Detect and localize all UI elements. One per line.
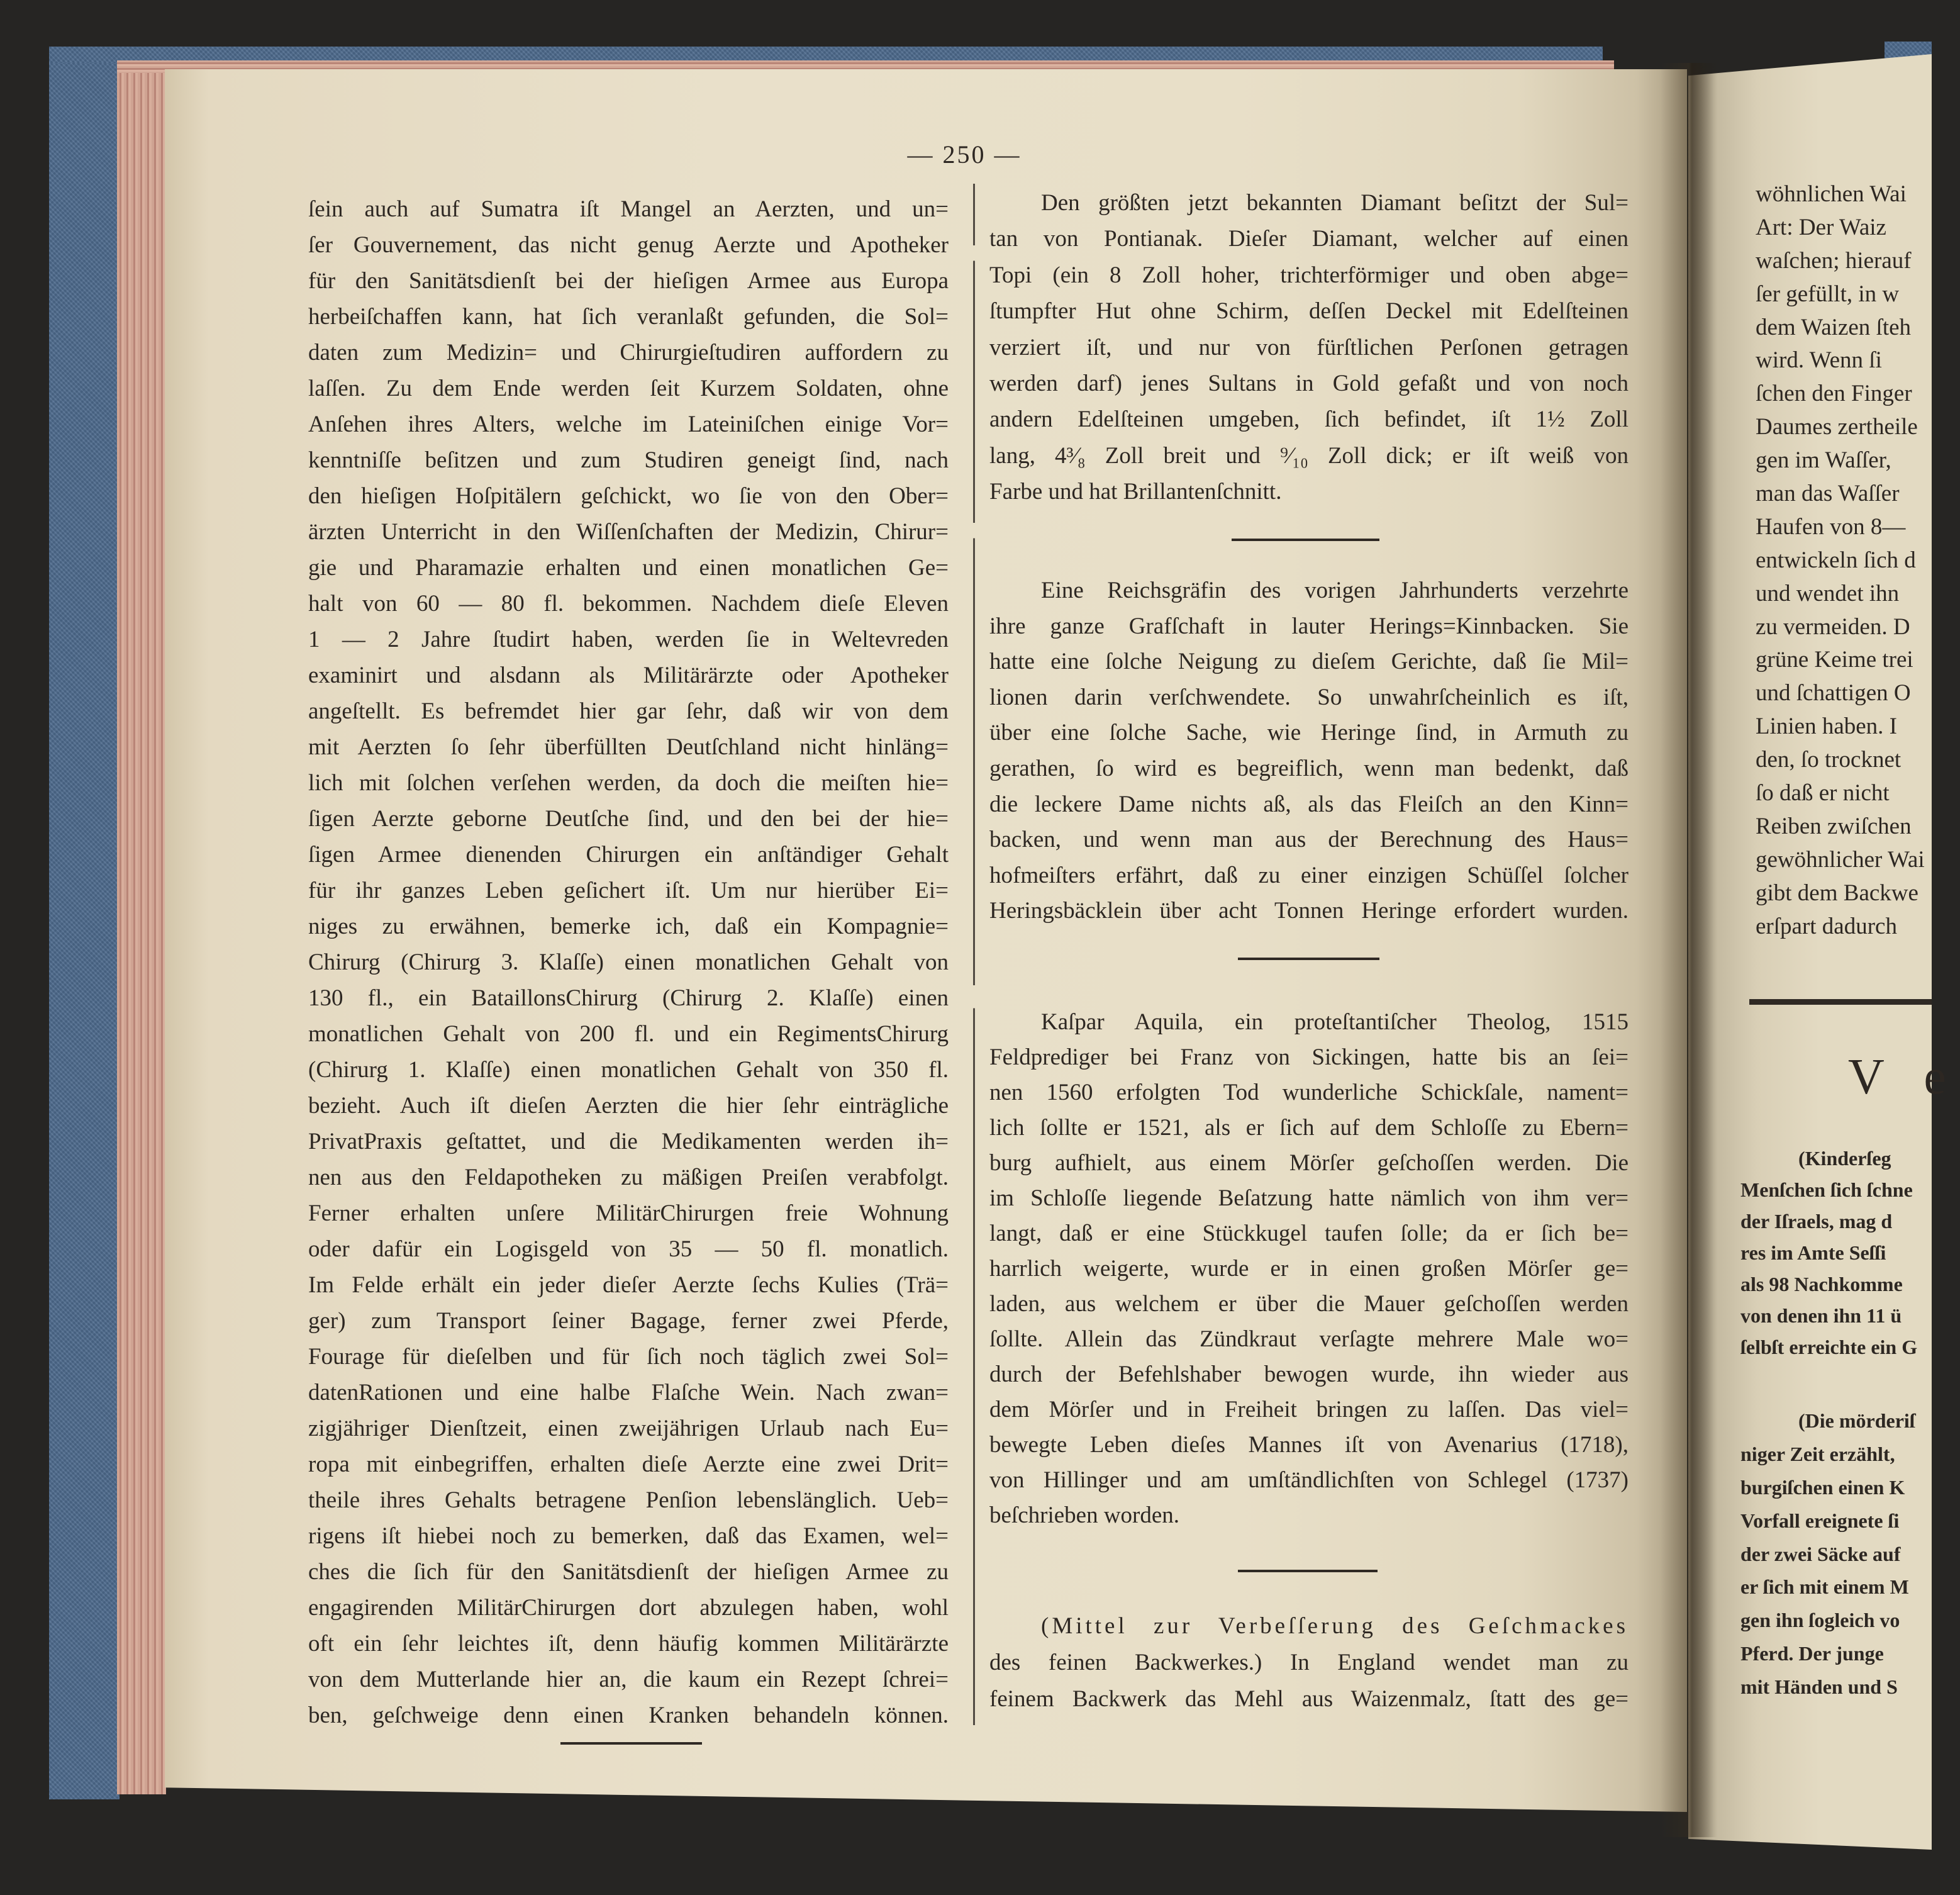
text-line: gen im Waſſer, [1756, 447, 1891, 474]
text-line: langt, daß er eine Stückkugel taufen ſolle; da er ſich be= [989, 1221, 1629, 1246]
text-line: Chirurg (Chirurg 3. Klaſſe) einen monatlichen Gehalt von [308, 949, 949, 975]
text-line: und wendet ihn [1756, 580, 1900, 607]
text-line: niger Zeit erzählt, [1740, 1442, 1895, 1465]
paragraph [989, 1608, 1629, 1717]
page-stack-left [117, 60, 166, 1794]
text-line: wöhnlichen Wai [1756, 181, 1907, 207]
text-line: gibt dem Backwe [1756, 880, 1918, 906]
left-column [308, 191, 949, 1739]
text-line: zu vermeiden. D [1756, 613, 1910, 640]
section-rule-thick [1749, 999, 1932, 1005]
text-line: nen aus den Feldapotheken zu mäßigen Preiſen verabfolgt. [308, 1165, 949, 1190]
column-divider [973, 184, 975, 1725]
text-line: ſer Gouvernement, das nicht genug Aerzte und Apotheker [308, 232, 949, 258]
text-line: theile ihres Gehalts betragene Penſion lebenslänglich. Ueb= [308, 1487, 949, 1513]
text-line: Ferner erhalten unſere MilitärChirurgen freie Wohnung [308, 1200, 949, 1226]
text-line: herbeiſchaffen kann, hat ſich veranlaßt gefunden, die Sol= [308, 304, 949, 330]
text-line: Heringsbäcklein über acht Tonnen Heringe erfordert wurden. [989, 898, 1629, 924]
text-line: ſelbſt erreichte ein G [1740, 1336, 1918, 1358]
text-line: beſchrieben worden. [989, 1502, 1180, 1528]
text-line: und ſchattigen O [1756, 680, 1911, 707]
text-line: PrivatPraxis geſtattet, und die Medikamenten werden ih= [308, 1129, 949, 1154]
section-rule [560, 1742, 702, 1745]
text-line: ſein auch auf Sumatra iſt Mangel an Aerzten, und un= [308, 196, 949, 222]
text-line: Menſchen ſich ſchne [1740, 1178, 1913, 1201]
text-line: ger) zum Transport ſeiner Bagage, ferner zwei Pferde, [308, 1308, 949, 1334]
text-line: gie und Pharamazie erhalten und einen monatlichen Ge= [308, 555, 949, 581]
text-line: ropa mit einbegriffen, erhalten dieſe Aerzte eine zwei Drit= [308, 1451, 949, 1477]
text-line: entwickeln ſich d [1756, 547, 1916, 573]
text-line: erſpart dadurch [1756, 913, 1897, 939]
text-line: gerathen, ſo wird es begreiflich, wenn man bedenkt, daß [989, 755, 1629, 781]
text-line: Daumes zertheile [1756, 414, 1918, 440]
text-line: ihre ganze Grafſchaft in lauter Herings=Kinnbacken. Sie [989, 613, 1629, 639]
text-line: für den Sanitätsdienſt bei der hieſigen Armee aus Europa [308, 268, 949, 294]
text-line: ärzten Unterricht in den Wiſſenſchaften der Medizin, Chirur= [308, 519, 949, 545]
text-line: ſigen Armee dienenden Chirurgen ein anſtändiger Gehalt [308, 842, 949, 868]
text-line: datenRationen und eine halbe Flaſche Wein. Nach zwan= [308, 1380, 949, 1406]
text-line: niges zu erwähnen, bemerke ich, daß ein Kompagnie= [308, 914, 949, 939]
text-line: rigens iſt hiebei noch zu bemerken, daß das Examen, wel= [308, 1523, 949, 1549]
text-line: lionen darin verſchwendete. So unwahrſcheinlich es iſt, [989, 684, 1629, 710]
text-line: 130 fl., ein BataillonsChirurg (Chirurg 2. Klaſſe) einen [308, 985, 949, 1011]
paragraph [989, 185, 1629, 510]
paragraph [308, 191, 949, 1733]
text-line: ſollte. Allein das Zündkraut verſagte mehrere Male wo= [989, 1326, 1629, 1352]
text-line: bewegte Leben dieſes Mannes iſt von Avenarius (1718), [989, 1432, 1629, 1458]
text-line: gewöhnlicher Wai [1756, 846, 1925, 873]
text-line: Im Felde erhält ein jeder dieſer Aerzte ſechs Kulies (Trä= [308, 1272, 949, 1298]
text-line: den, ſo trocknet [1756, 747, 1902, 773]
text-line: ſigen Aerzte geborne Deutſche ſind, und den bei der hie= [308, 806, 949, 832]
text-line: Vorfall ereignete ſi [1740, 1509, 1900, 1532]
text-line: angeſtellt. Es befremdet hier gar ſehr, daß wir von dem [308, 698, 949, 724]
text-line: für ihr ganzes Leben geſichert iſt. Um nur hierüber Ei= [308, 878, 949, 903]
text-line: waſchen; hierauf [1756, 247, 1912, 274]
text-line: andern Edelſteinen umgeben, ſich befindet, iſt 1½ Zoll [989, 406, 1629, 433]
text-line: burg aufhielt, aus einem Mörſer geſchoſſen werden. Die [989, 1150, 1629, 1176]
text-line: von Hillinger und am umſtändlichſten von Schlegel (1737) [989, 1467, 1629, 1493]
text-line: laden, aus welchem er über die Mauer geſchoſſen werden [989, 1291, 1629, 1317]
text-line: 1 — 2 Jahre ſtudirt haben, werden ſie in Weltevreden [308, 627, 949, 652]
text-line: ſo daß er nicht [1756, 780, 1890, 807]
section-rule [1238, 1570, 1378, 1572]
text-line: oder dafür ein Logisgeld von 35 — 50 fl. monatlich. [308, 1236, 949, 1262]
text-line: des feinen Backwerkes.) In England wendet man zu [989, 1649, 1629, 1675]
text-line: wird. Wenn ſi [1756, 347, 1882, 374]
text-line: werden darf) jenes Sultans in Gold gefaßt und von noch [989, 370, 1629, 396]
text-line: Fourage für dieſelben und für ſich noch täglich zwei Sol= [308, 1344, 949, 1370]
text-line: der Iſraels, mag d [1740, 1210, 1893, 1233]
text-line: er ſich mit einem M [1740, 1575, 1909, 1599]
text-line: lich mit ſolchen verſehen werden, da doch die meiſten hie= [308, 770, 949, 796]
text-line: Pferd. Der junge [1740, 1642, 1884, 1665]
text-line: ſtumpfter Hut ohne Schirm, deſſen Deckel mit Edelſteinen [989, 298, 1629, 325]
text-line: der zwei Säcke auf [1740, 1542, 1901, 1565]
text-line: mit Händen und S [1740, 1675, 1898, 1699]
text-line: nen 1560 erfolgten Tod wunderliche Schickſale, nament= [989, 1080, 1629, 1105]
text-line: burgiſchen einen K [1740, 1475, 1905, 1499]
text-line: Anſehen ihres Alters, welche im Lateiniſchen einige Vor= [308, 411, 949, 437]
text-line: ſchen den Finger [1756, 381, 1912, 407]
text-line: Art: Der Waiz [1756, 214, 1886, 240]
text-line: als 98 Nachkomme [1740, 1273, 1903, 1295]
text-line: man das Waſſer [1756, 481, 1900, 507]
text-line: res im Amte Seſſi [1740, 1241, 1886, 1264]
text-line: daten zum Medizin= und Chirurgieſtudiren auffordern zu [308, 340, 949, 366]
text-line: (Kinderſeg [1798, 1147, 1891, 1170]
text-line: von dem Mutterlande hier an, die kaum ein Rezept ſchrei= [308, 1667, 949, 1692]
notice-paragraph [1740, 1404, 1932, 1704]
text-line: bezieht. Auch iſt dieſen Aerzten die hier ſehr einträgliche [308, 1093, 949, 1119]
text-line: Kaſpar Aquila, ein proteſtantiſcher Theolog, 1515 [1041, 1009, 1629, 1035]
text-line: durch der Befehlshaber bewogen wurde, ihn wieder aus [989, 1361, 1629, 1387]
text-line: dem Waizen ſteh [1756, 314, 1912, 340]
text-line: hofmeiſters erfährt, daß zu einer einzigen Schüſſel ſolcher [989, 862, 1629, 888]
text-line: (Die mörderiſ [1798, 1409, 1915, 1432]
text-line: examinirt und alsdann als Militärärzte oder Apotheker [308, 662, 949, 688]
book-gutter [1661, 63, 1717, 1837]
text-line: gen ihn ſogleich vo [1740, 1609, 1900, 1632]
text-line: dem Mörſer und in Freiheit bringen zu laſſen. Das viel= [989, 1397, 1629, 1423]
text-line: zigjähriger Dienſtzeit, einen zweijährigen Urlaub nach Eu= [308, 1416, 949, 1441]
text-line: grüne Keime trei [1756, 647, 1913, 673]
text-line: kenntniſſe beſitzen und zum Studiren geneigt ſind, nach [308, 447, 949, 473]
text-line: die leckere Dame nichts aß, als das Fleiſch an den Kinn= [989, 791, 1629, 817]
text-line: oft ein ſehr leichtes iſt, denn häufig kommen Militärärzte [308, 1631, 949, 1657]
text-line: lich ſollte er 1521, als er ſich auf dem Schloſſe zu Ebern= [989, 1115, 1629, 1141]
section-rule [1238, 958, 1379, 960]
text-line: halt von 60 — 80 fl. bekommen. Nachdem dieſe Eleven [308, 591, 949, 617]
section-rule [1232, 539, 1379, 541]
page-number: — 250 — [907, 140, 1022, 169]
text-line: harrlich weigerte, wurde er in einen großen Mörſer ge= [989, 1256, 1629, 1282]
text-line: Farbe und hat Brillantenſchnitt. [989, 479, 1282, 505]
text-line: hatte eine ſolche Neigung zu dieſem Gerichte, daß ſie Mil= [989, 649, 1629, 675]
text-line: monatlichen Gehalt von 200 fl. und ein RegimentsChirurg [308, 1021, 949, 1047]
text-line: feinem Backwerk das Mehl aus Waizenmalz, ſtatt des ge= [989, 1685, 1629, 1712]
next-page-text [1737, 0, 1960, 1850]
text-line: Topi (ein 8 Zoll hoher, trichterförmiger und oben abge= [989, 262, 1629, 288]
text-line: ches die ſich für den Sanitätsdienſt der hieſigen Armee zu [308, 1559, 949, 1585]
text-line: von denen ihn 11 ü [1740, 1304, 1902, 1327]
text-line: über eine ſolche Sache, wie Heringe ſind, in Armuth zu [989, 720, 1629, 746]
text-line: im Schloſſe liegende Beſatzung hatte nämlich von ihm ver= [989, 1185, 1629, 1211]
text-line: ben, geſchweige denn einen Kranken behandeln können. [308, 1702, 949, 1728]
text-line: engagirenden MilitärChirurgen dort abzulegen haben, wohl [308, 1595, 949, 1621]
text-line: ſer gefüllt, in w [1756, 281, 1900, 307]
text-line: lang, 4³⁄₈ Zoll breit und ⁹⁄₁₀ Zoll dick; er iſt weiß von [989, 442, 1629, 469]
paragraph [989, 573, 1629, 929]
text-line: Feldprediger bei Franz von Sickingen, hatte bis an ſei= [989, 1044, 1629, 1070]
paragraph [1756, 178, 1932, 943]
paragraph [989, 1005, 1629, 1533]
text-line: laſſen. Zu dem Ende werden ſeit Kurzem Soldaten, ohne [308, 376, 949, 401]
text-line: Den größten jetzt bekannten Diamant beſitzt der Sul= [1041, 190, 1629, 216]
text-line: Haufen von 8— [1756, 513, 1906, 540]
text-line: Reiben zwiſchen [1756, 813, 1912, 839]
text-line: Linien haben. I [1756, 713, 1897, 740]
text-line: Eine Reichsgräfin des vorigen Jahrhunderts verzehrte [1041, 578, 1629, 603]
text-line: mit Aerzten ſo ſehr überfüllten Deutſchland nicht hinläng= [308, 734, 949, 760]
text-line: backen, und wenn man aus der Berechnung des Haus= [989, 827, 1629, 853]
text-line: tan von Pontianak. Dieſer Diamant, welcher auf einen [989, 226, 1629, 252]
text-line: (Chirurg 1. Klaſſe) einen monatlichen Gehalt von 350 fl. [308, 1057, 949, 1083]
notice-paragraph [1740, 1143, 1932, 1363]
book-cover-left [49, 47, 120, 1799]
text-line: verziert iſt, und nur von fürſtlichen Perſonen getragen [989, 334, 1629, 361]
text-line: den hieſigen Hoſpitälern geſchickt, wo ſie von den Ober= [308, 483, 949, 509]
right-column [989, 0, 1629, 1736]
section-heading: V e [1848, 1049, 1960, 1105]
text-line: (Mittel zur Verbeſſerung des Geſchmackes [1041, 1613, 1629, 1639]
